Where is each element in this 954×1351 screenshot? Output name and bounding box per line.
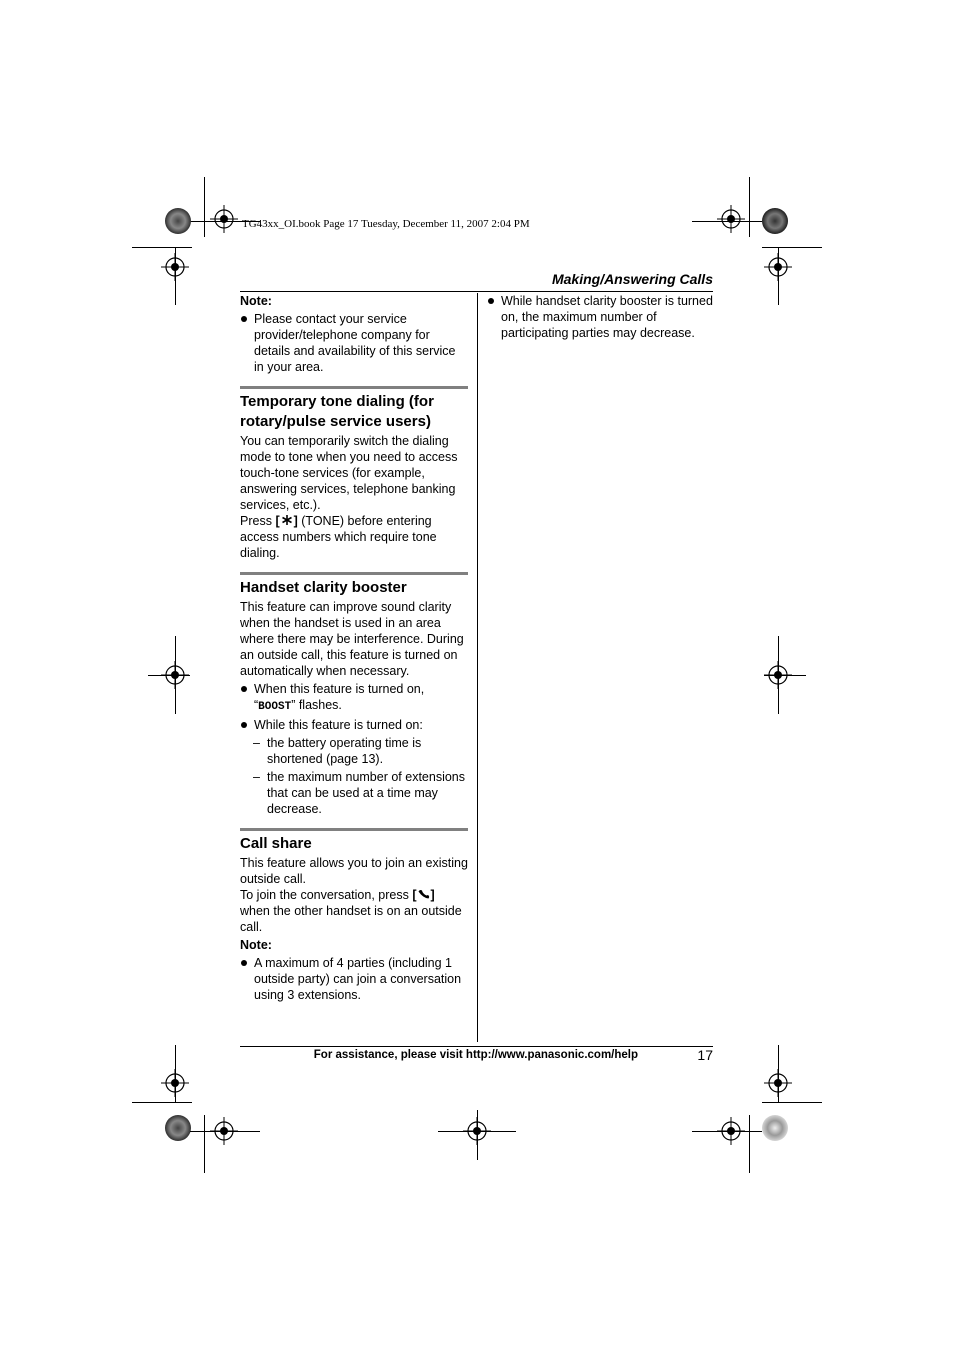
clarity-booster-title: Handset clarity booster (240, 579, 407, 596)
clarity-sub-item-1: – the battery operating time is shortened (page 13). (240, 735, 468, 767)
footer-assistance: For assistance, please visit http://www.panasonic.com/help (313, 1049, 638, 1061)
page-number: 17 (697, 1047, 713, 1063)
registration-mark-icon (210, 1117, 238, 1150)
header-rule (240, 291, 713, 292)
press-prefix: Press (240, 514, 276, 528)
tone-dialing-press (240, 513, 468, 561)
call-share-note-bullet: A maximum of 4 parties (including 1 outside party) can join a conversation using 3 extensions. (240, 955, 468, 1003)
display-boost: BOOST (258, 701, 292, 713)
color-bar-disc-icon (165, 208, 191, 234)
call-share-para-1: This feature allows you to join an existing outside call. (240, 856, 468, 886)
registration-mark-icon (717, 1117, 745, 1150)
section-header: Making/Answering Calls (551, 271, 713, 287)
clarity-bullet-2: While this feature is turned on: (240, 717, 468, 733)
note-label: Note: (240, 294, 272, 308)
clarity-booster-para: This feature can improve sound clarity when the handset is used in an area where there may be interference. During an outside call, this feature is turned on automatically when necessary. (240, 600, 464, 678)
section-rule (240, 572, 468, 575)
call-share-title: Call share (240, 835, 312, 852)
color-bar-disc-icon (165, 1115, 191, 1141)
color-bar-disc-icon (762, 208, 788, 234)
note-label: Note: (240, 938, 272, 952)
clarity-sub-item-2: – the maximum number of extensions that can be used at a time may decrease. (240, 769, 468, 817)
para2-suffix: when the other handset is on an outside call. (240, 904, 462, 934)
handset-talk-key-icon: [ ] (412, 888, 435, 902)
section-rule (240, 386, 468, 389)
tone-dialing-para: You can temporarily switch the dialing mode to tone when you need to access touch-tone services (for example, answering services, telephone banking services, etc.). (240, 434, 458, 512)
bullet1-suffix: ” flashes. (291, 698, 342, 712)
note-bullet: Please contact your service provider/telephone company for details and availability of this service in your area. (240, 311, 468, 375)
color-bar-disc-icon (762, 1115, 788, 1141)
print-info: TG43xx_OI.book Page 17 Tuesday, December 11, 2007 2:04 PM (242, 218, 530, 230)
tone-dialing-title: Temporary tone dialing (for rotary/pulse service users) (240, 393, 434, 430)
footer-rule (240, 1046, 713, 1047)
press-suffix: (TONE) before entering access numbers which require tone dialing. (240, 514, 437, 560)
right-column (487, 293, 713, 343)
clarity-bullet-1 (240, 681, 468, 715)
left-column (240, 293, 468, 1005)
section-rule (240, 828, 468, 831)
asterisk-key-icon: [ ] (275, 514, 298, 528)
bullet1-prefix: When this feature is turned on, “ (254, 682, 425, 712)
call-share-para-2 (240, 887, 468, 935)
right-column-bullet: While handset clarity booster is turned on, the maximum number of participating parties may decrease. (487, 293, 713, 341)
para2-prefix: To join the conversation, press (240, 888, 413, 902)
column-divider (477, 293, 478, 1042)
